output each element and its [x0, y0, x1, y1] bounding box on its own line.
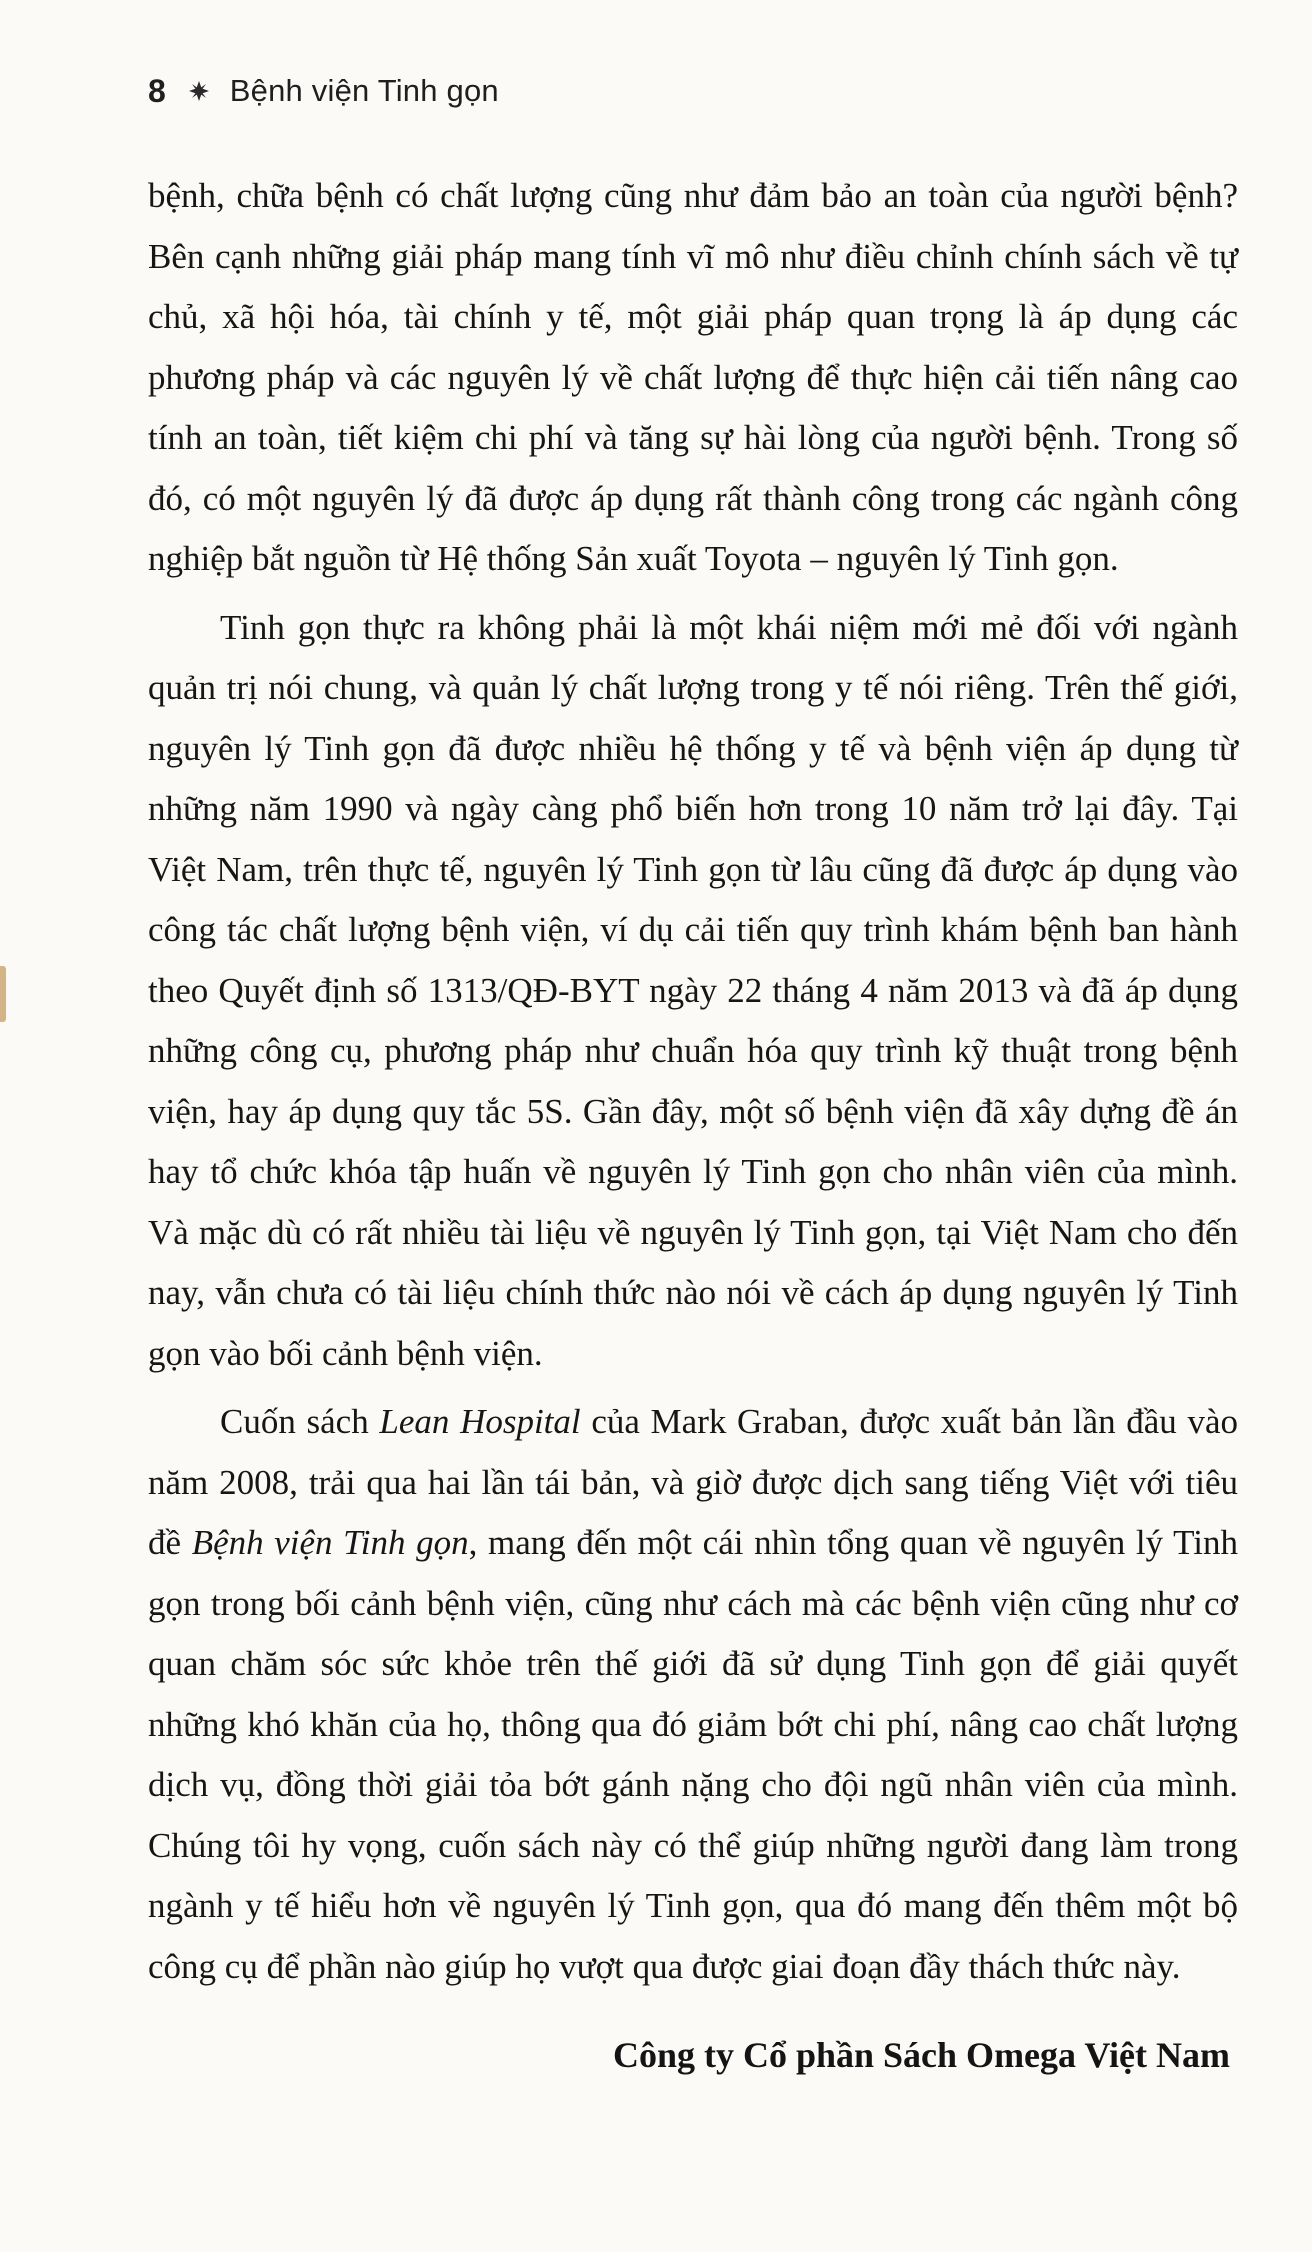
star-icon — [188, 80, 210, 102]
book-title-vietnamese: Bệnh viện Tinh gọn — [191, 1523, 469, 1562]
body-text — [148, 166, 1238, 1997]
running-header — [148, 66, 499, 116]
paragraph-3-text-b: của Mark Graban, được xuất bản lần đầu vào năm 2008, trải qua hai lần tái bản, và giờ được dịch sang tiếng Việt với tiêu đề — [148, 1402, 1238, 1562]
page-edge-mark — [0, 966, 6, 1022]
book-title-english: Lean Hospital — [379, 1402, 581, 1441]
paragraph-3-text-a: Cuốn sách — [220, 1402, 380, 1441]
chapter-title: Bệnh viện Tinh gọn — [229, 73, 499, 108]
paragraph-2: Tinh gọn thực ra không phải là một khái niệm mới mẻ đối với ngành quản trị nói chung, và quản lý chất lượng trong y tế nói riêng. Trên thế giới, nguyên lý Tinh gọn đã được nhiều hệ thống y tế và bệnh viện áp dụng từ những năm 1990 và ngày càng phổ biến hơn trong 10 năm trở lại đây. Tại Việt Nam, trên thực tế, nguyên lý Tinh gọn từ lâu cũng đã được áp dụng vào công tác chất lượng bệnh viện, ví dụ cải tiến quy trình khám bệnh ban hành theo Quyết định số 1313/QĐ-BYT ngày 22 tháng 4 năm 2013 và đã áp dụng những công cụ, phương pháp như chuẩn hóa quy trình kỹ thuật trong bệnh viện, hay áp dụng quy tắc 5S. Gần đây, một số bệnh viện đã xây dựng đề án hay tổ chức khóa tập huấn về nguyên lý Tinh gọn cho nhân viên của mình. Và mặc dù có rất nhiều tài liệu về nguyên lý Tinh gọn, tại Việt Nam cho đến nay, vẫn chưa có tài liệu chính thức nào nói về cách áp dụng nguyên lý Tinh gọn vào bối cảnh bệnh viện. — [148, 607, 1238, 1373]
paragraph-3-text-c: , mang đến một cái nhìn tổng quan về nguyên lý Tinh gọn trong bối cảnh bệnh viện, cũng như cách mà các bệnh viện cũng như cơ quan chăm sóc sức khỏe trên thế giới đã sử dụng Tinh gọn để giải quyết những khó khăn của họ, thông qua đó giảm bớt chi phí, nâng cao chất lượng dịch vụ, đồng thời giải tỏa bớt gánh nặng cho đội ngũ nhân viên của mình. Chúng tôi hy vọng, cuốn sách này có thể giúp những người đang làm trong ngành y tế hiểu hơn về nguyên lý Tinh gọn, qua đó mang đến thêm một bộ công cụ để phần nào giúp họ vượt qua được giai đoạn đầy thách thức này. — [148, 1523, 1238, 1986]
paragraph-3 — [148, 1392, 1238, 1997]
page-number: 8 — [148, 72, 166, 109]
paragraph-1: bệnh, chữa bệnh có chất lượng cũng như đảm bảo an toàn của người bệnh? Bên cạnh những giải pháp mang tính vĩ mô như điều chỉnh chính sách về tự chủ, xã hội hóa, tài chính y tế, một giải pháp quan trọng là áp dụng các phương pháp và các nguyên lý về chất lượng để thực hiện cải tiến nâng cao tính an toàn, tiết kiệm chi phí và tăng sự hài lòng của người bệnh. Trong số đó, có một nguyên lý đã được áp dụng rất thành công trong các ngành công nghiệp bắt nguồn từ Hệ thống Sản xuất Toyota – nguyên lý Tinh gọn. — [148, 176, 1238, 578]
publisher-signature: Công ty Cổ phần Sách Omega Việt Nam — [612, 2035, 1230, 2075]
